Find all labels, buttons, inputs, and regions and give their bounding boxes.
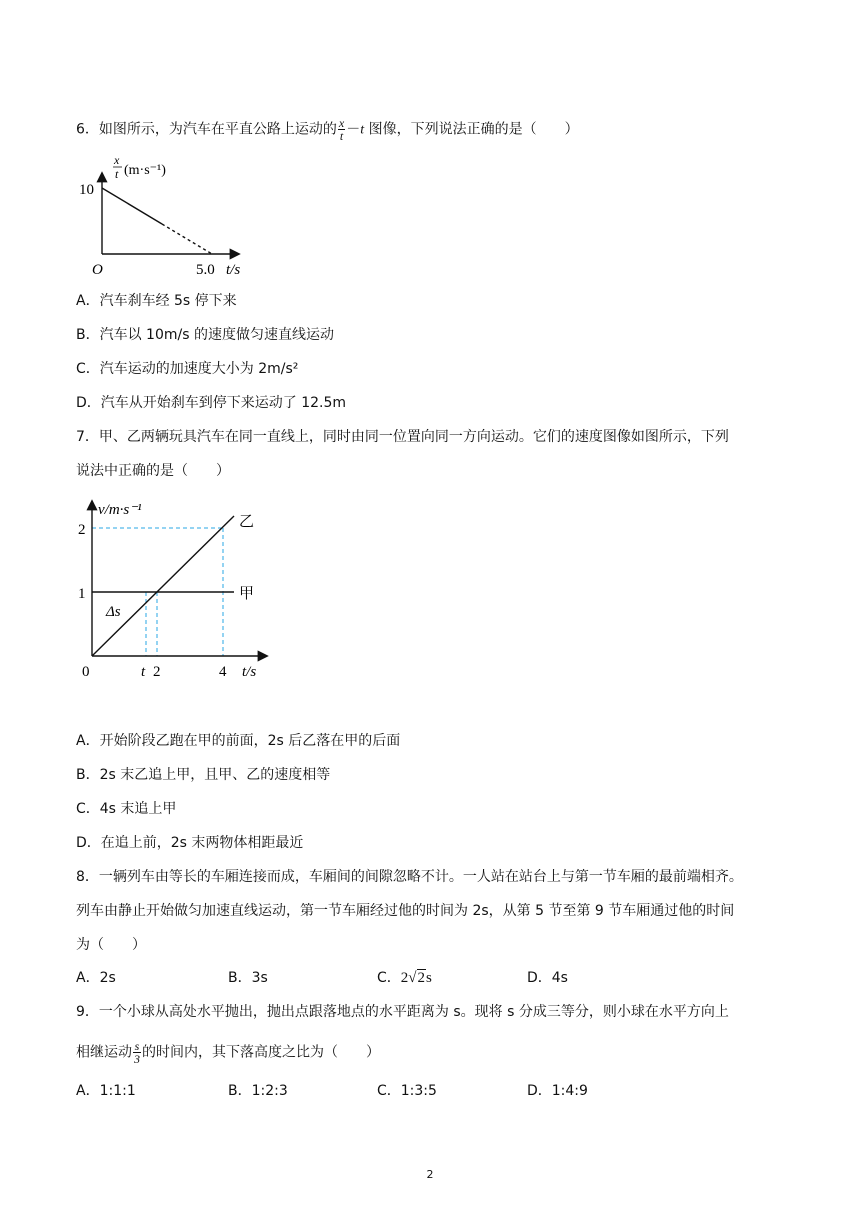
q9-option-c: C．1:3:5 xyxy=(377,1083,437,1099)
q9-fraction xyxy=(133,1040,141,1065)
q6-option-c: C．汽车运动的加速度大小为 2m/s² xyxy=(76,361,299,377)
q9-stem-line2-a: 相继运动 xyxy=(76,1044,132,1061)
q8-stem-line1: 8．一辆列车由等长的车厢连接而成，车厢间的间隙忽略不计。一人站在站台上与第一节车厢的最前端相齐。 xyxy=(76,869,743,885)
q7-stem-line2: 说法中正确的是（ ） xyxy=(76,463,230,479)
q7-graph xyxy=(76,492,276,687)
q6-solid-line xyxy=(102,188,162,224)
q7-option-d: D．在追上前，2s 末两物体相距最近 xyxy=(76,835,304,851)
q6-y-unit: (m·s⁻¹) xyxy=(124,163,166,178)
q8-option-c-unit: s xyxy=(426,970,432,986)
q6-option-a: A．汽车刹车经 5s 停下来 xyxy=(76,293,237,309)
q6-stem-a: 如图所示，为汽车在平直公路上运动的 xyxy=(98,121,337,138)
q9-option-a: A．1:1:1 xyxy=(76,1083,136,1099)
q7-option-b: B．2s 末乙追上甲，且甲、乙的速度相等 xyxy=(76,767,331,783)
q8-stem-line3: 为（ ） xyxy=(76,937,146,953)
q7-series-yi-label: 乙 xyxy=(239,514,255,530)
q6-x-tick: 5.0 xyxy=(196,262,215,278)
q9-option-b: B．1:2:3 xyxy=(228,1083,288,1099)
q7-x-tick-4: 4 xyxy=(219,664,227,680)
q8-option-c-expression xyxy=(401,969,432,986)
q7-area-label: Δs xyxy=(106,604,121,620)
q7-y-tick-1: 1 xyxy=(78,586,86,602)
q8-option-c-radicand: 2 xyxy=(417,970,426,986)
q7-x-tick-2: 2 xyxy=(153,664,161,680)
q7-option-c: C．4s 末追上甲 xyxy=(76,801,177,817)
q9-frac-den: 3 xyxy=(134,1052,140,1066)
q7-series-jia-label: 甲 xyxy=(239,586,255,602)
q8-option-a: A．2s xyxy=(76,970,116,986)
q7-x-label: t/s xyxy=(242,664,257,680)
q6-graph xyxy=(76,150,266,280)
page-number: 2 xyxy=(426,1168,434,1181)
q8-option-c xyxy=(377,968,432,988)
q6-y-label-den: t xyxy=(115,167,119,181)
q6-stem-b: 图像，下列说法正确的是（ ） xyxy=(364,121,579,138)
q9-option-d: D．1:4:9 xyxy=(527,1083,588,1099)
q6-dashed-line xyxy=(162,224,212,254)
q8-option-b: B．3s xyxy=(228,970,268,986)
q6-stem-t: t xyxy=(360,122,365,138)
q7-origin: 0 xyxy=(82,664,90,680)
q6-frac-num: x xyxy=(338,116,345,130)
q9-stem-line1: 9．一个小球从高处水平抛出，抛出点跟落地点的水平距离为 s。现将 s 分成三等分，则小球在水平方向上 xyxy=(76,1004,729,1020)
q7-stem-line1: 7．甲、乙两辆玩具汽车在同一直线上，同时由同一位置向同一方向运动。它们的速度图像如图所示，下列 xyxy=(76,429,729,445)
q6-y-tick-10: 10 xyxy=(79,182,94,198)
q6-x-label: t/s xyxy=(226,262,241,278)
q8-option-c-prefix: C． xyxy=(377,970,401,986)
q6-frac-den: t xyxy=(339,129,344,143)
q6-option-b: B．汽车以 10m/s 的速度做匀速直线运动 xyxy=(76,327,334,343)
radical-sign-icon: √ xyxy=(408,970,417,986)
q6-stem-minus: － xyxy=(346,121,361,138)
q9-stem-line2-b: 的时间内，其下落高度之比为（ ） xyxy=(142,1044,380,1061)
q6-option-d: D．汽车从开始刹车到停下来运动了 12.5m xyxy=(76,395,347,411)
q6-number: 6． xyxy=(76,121,99,138)
q8-stem-line2: 列车由静止开始做匀加速直线运动，第一节车厢经过他的时间为 2s，从第 5 节至第 9 节车厢通过他的时间 xyxy=(76,903,735,919)
q7-y-label: v/m·s⁻¹ xyxy=(98,502,142,518)
q9-frac-num: s xyxy=(134,1039,140,1053)
q7-option-a: A．开始阶段乙跑在甲的前面，2s 后乙落在甲的后面 xyxy=(76,733,401,749)
q7-series-yi-line xyxy=(92,516,234,656)
q8-option-d: D．4s xyxy=(527,970,568,986)
q7-x-tick-t: t xyxy=(141,664,146,680)
q7-y-tick-2: 2 xyxy=(78,522,86,538)
q6-y-label-num: x xyxy=(114,153,120,167)
q8-option-c-coef: 2 xyxy=(400,970,409,986)
q6-stem xyxy=(76,117,579,142)
q6-fraction xyxy=(338,117,345,142)
q9-stem-line2 xyxy=(76,1040,380,1065)
q6-origin: O xyxy=(92,262,103,278)
